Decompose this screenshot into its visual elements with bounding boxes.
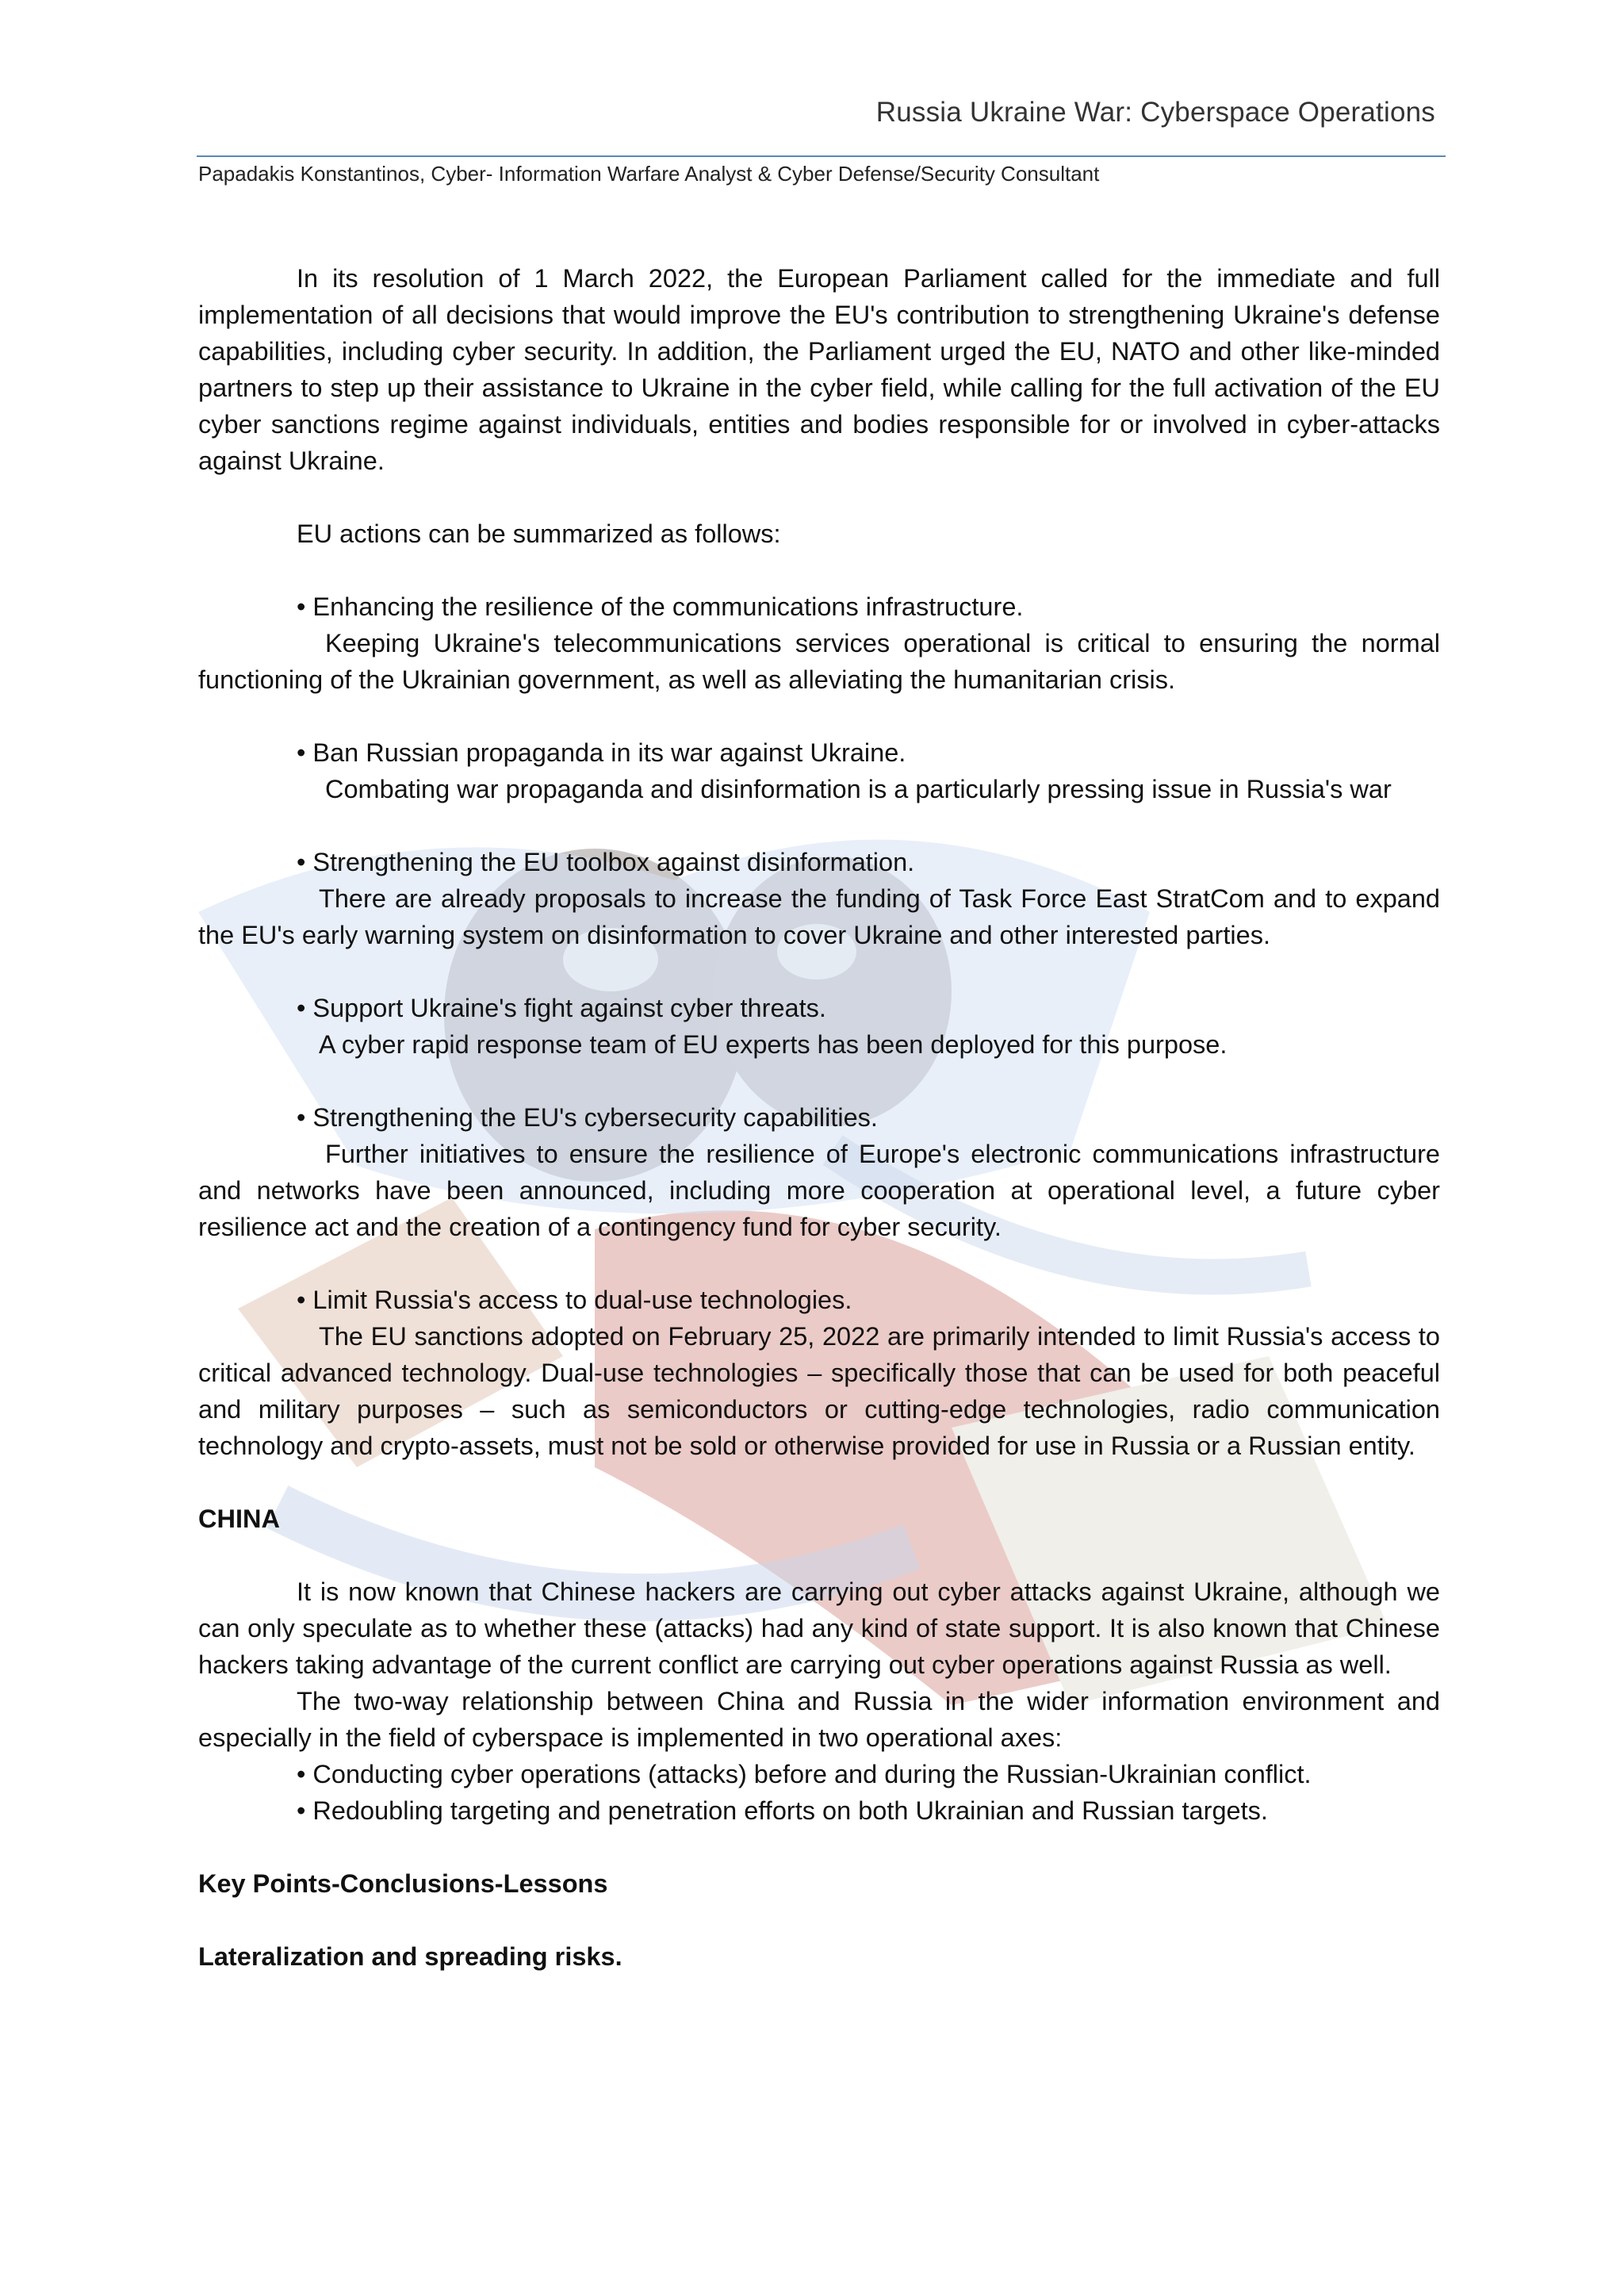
eu-action-bullet: • Ban Russian propaganda in its war against Ukraine.	[297, 738, 906, 767]
eu-action-text: Keeping Ukraine's telecommunications services operational is critical to ensuring the normal functioning of the Ukrainian government, as well as alleviating the humanitarian crisis.	[198, 629, 1440, 694]
section-heading-china: CHINA	[198, 1504, 280, 1533]
eu-action-bullet: • Strengthening the EU's cybersecurity capabilities.	[297, 1103, 878, 1132]
intro-paragraph: In its resolution of 1 March 2022, the European Parliament called for the immediate and full implementation of all decisions that would improve the EU's contribution to strengthening Ukraine's defense capabilities, including cyber security. In addition, the Parliament urged the EU, NATO and other like-minded partners to step up their assistance to Ukraine in the cyber field, while calling for the full activation of the EU cyber sanctions regime against individuals, entities and bodies responsible for or involved in cyber-attacks against Ukraine.	[198, 264, 1440, 475]
header-divider	[197, 155, 1446, 157]
author-line: Papadakis Konstantinos, Cyber- Information Warfare Analyst & Cyber Defense/Security Consultant	[198, 162, 1100, 186]
eu-action-text: Further initiatives to ensure the resilience of Europe's electronic communications infrastructure and networks have been announced, including more cooperation at operational level, a future cyber resilience act and the creation of a contingency fund for cyber security.	[198, 1140, 1440, 1241]
china-paragraph-1: It is now known that Chinese hackers are carrying out cyber attacks against Ukraine, although we can only speculate as to whether these (attacks) had any kind of state support. It is also known that Chinese hackers taking advantage of the current conflict are carrying out cyber operations against Russia as well.	[198, 1577, 1440, 1679]
eu-action-bullet: • Strengthening the EU toolbox against disinformation.	[297, 848, 915, 876]
eu-action-bullet: • Limit Russia's access to dual-use technologies.	[297, 1286, 852, 1314]
subheading-lateralization: Lateralization and spreading risks.	[198, 1942, 622, 1971]
china-paragraph-2: The two-way relationship between China and Russia in the wider information environment and especially in the field of cyberspace is implemented in two operational axes:	[198, 1687, 1440, 1752]
document-body	[198, 260, 1440, 1975]
eu-action-text: The EU sanctions adopted on February 25, 2022 are primarily intended to limit Russia's access to critical advanced technology. Dual-use technologies – specifically those that can be used for both peaceful and military purposes – such as semiconductors or cutting-edge technologies, radio communication technology and crypto-assets, must not be sold or otherwise provided for use in Russia or a Russian entity.	[198, 1322, 1440, 1460]
eu-action-text: A cyber rapid response team of EU experts has been deployed for this purpose.	[319, 1030, 1228, 1059]
eu-action-text: Combating war propaganda and disinformation is a particularly pressing issue in Russia's war	[325, 775, 1392, 803]
eu-action-bullet: • Enhancing the resilience of the communications infrastructure.	[297, 592, 1024, 621]
section-heading-key-points: Key Points-Conclusions-Lessons	[198, 1869, 608, 1898]
running-header-title: Russia Ukraine War: Cyberspace Operations	[875, 97, 1435, 128]
eu-action-bullet: • Support Ukraine's fight against cyber threats.	[297, 994, 826, 1022]
eu-actions-lead: EU actions can be summarized as follows:	[297, 519, 781, 548]
eu-action-text: There are already proposals to increase the funding of Task Force East StratCom and to expand the EU's early warning system on disinformation to cover Ukraine and other interested parties.	[198, 884, 1440, 949]
china-axis-item: • Redoubling targeting and penetration efforts on both Ukrainian and Russian targets.	[297, 1796, 1268, 1825]
china-axis-item: • Conducting cyber operations (attacks) before and during the Russian-Ukrainian conflict.	[297, 1760, 1312, 1788]
